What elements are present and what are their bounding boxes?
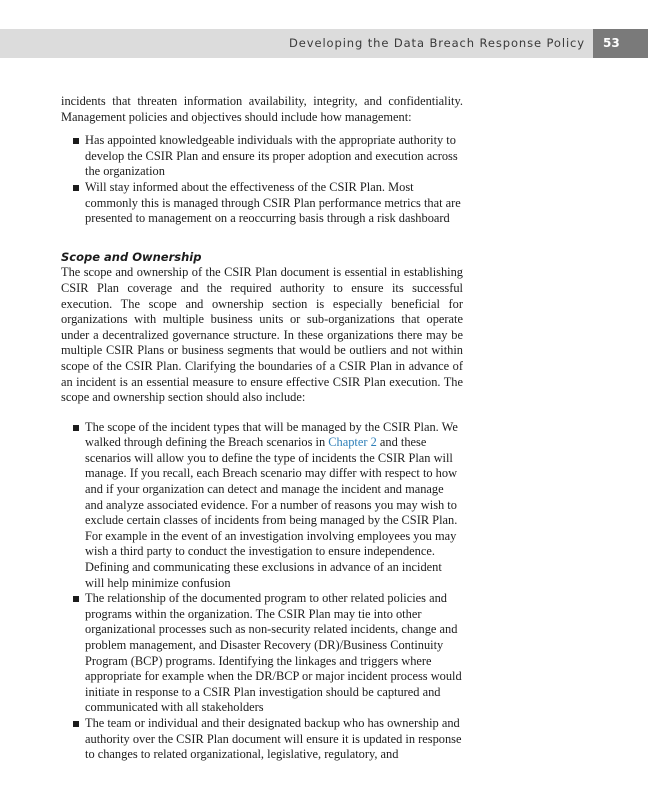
list-item bbox=[61, 591, 463, 716]
management-list bbox=[61, 133, 463, 227]
square-bullet-icon bbox=[73, 596, 79, 602]
section-paragraph: The scope and ownership of the CSIR Plan document is essential in establishing CSIR Plan coverage and the required authority to ensure its successful execution. The scope and ownership section is especially beneficial for organizations with multiple business units or sub-organizations that operate under a decentralized governance structure. In these organizations there may be multiple CSIR Plans or business segments that would be outliers and not within scope of the CSIR Plan. Clarifying the boundaries of a CSIR Plan in advance of an incident is an essential measure to ensure effective CSIR Plan execution. The scope and ownership section should also include: bbox=[61, 265, 463, 405]
square-bullet-icon bbox=[73, 425, 79, 431]
section-heading: Scope and Ownership bbox=[61, 249, 202, 264]
page-body bbox=[61, 94, 463, 763]
list-item-text: Will stay informed about the effectiveness of the CSIR Plan. Most commonly this is managed through CSIR Plan performance metrics that are presented to management on a reoccurring basis through a risk dashboard bbox=[85, 179, 461, 226]
scope-list bbox=[61, 420, 463, 763]
list-item bbox=[61, 133, 463, 180]
page-number: 53 bbox=[593, 29, 648, 58]
list-item-text: Has appointed knowledgeable individuals with the appropriate authority to develop the CSIR Plan and ensure its proper adoption and execution across the organization bbox=[85, 133, 458, 179]
list-item bbox=[61, 180, 463, 227]
square-bullet-icon bbox=[73, 185, 79, 191]
running-header-title: Developing the Data Breach Response Policy bbox=[289, 36, 585, 50]
list-item-text-part: and these scenarios will allow you to define the type of incidents the CSIR Plan will manage. If you recall, each Breach scenario may differ with respect to how and if your organization can detect and manage the incident and manage and analyze associated evidence. For a number of reasons you may wish to exclude certain classes of incidents from being managed by the CSIR Plan. For example in the event of an investigation involving employees you may wish a third party to conduct the investigation to ensure independence. Defining and communicating these exclusions in advance of an incident will help minimize confusion bbox=[85, 435, 458, 590]
list-item-text-part: The scope of the incident types that will be managed by the CSIR Plan. We walked through defining the Breach scenarios in bbox=[85, 419, 458, 450]
square-bullet-icon bbox=[73, 138, 79, 144]
chapter-2-link[interactable]: Chapter 2 bbox=[328, 435, 377, 450]
intro-paragraph: incidents that threaten information availability, integrity, and confidentiality. Management policies and objectives should include how management: bbox=[61, 94, 463, 124]
list-item-text: The relationship of the documented program to other related policies and programs within the organization. The CSIR Plan may tie into other organizational processes such as non-security related incidents, change and problem management, and Disaster Recovery (DR)/Business Continuity Program (BCP) programs. Identifying the linkages and triggers where appropriate for example when the DR/BCP or major incident process would initiate in response to a CSIR Plan investigation should be captured and communicated with all stakeholders bbox=[85, 591, 462, 715]
square-bullet-icon bbox=[73, 721, 79, 727]
list-item-text: The team or individual and their designated backup who has ownership and authority over the CSIR Plan document will ensure it is updated in response to changes to related organizational, legislative, regulatory, and bbox=[85, 715, 462, 762]
list-item bbox=[61, 420, 463, 592]
list-item bbox=[61, 716, 463, 763]
